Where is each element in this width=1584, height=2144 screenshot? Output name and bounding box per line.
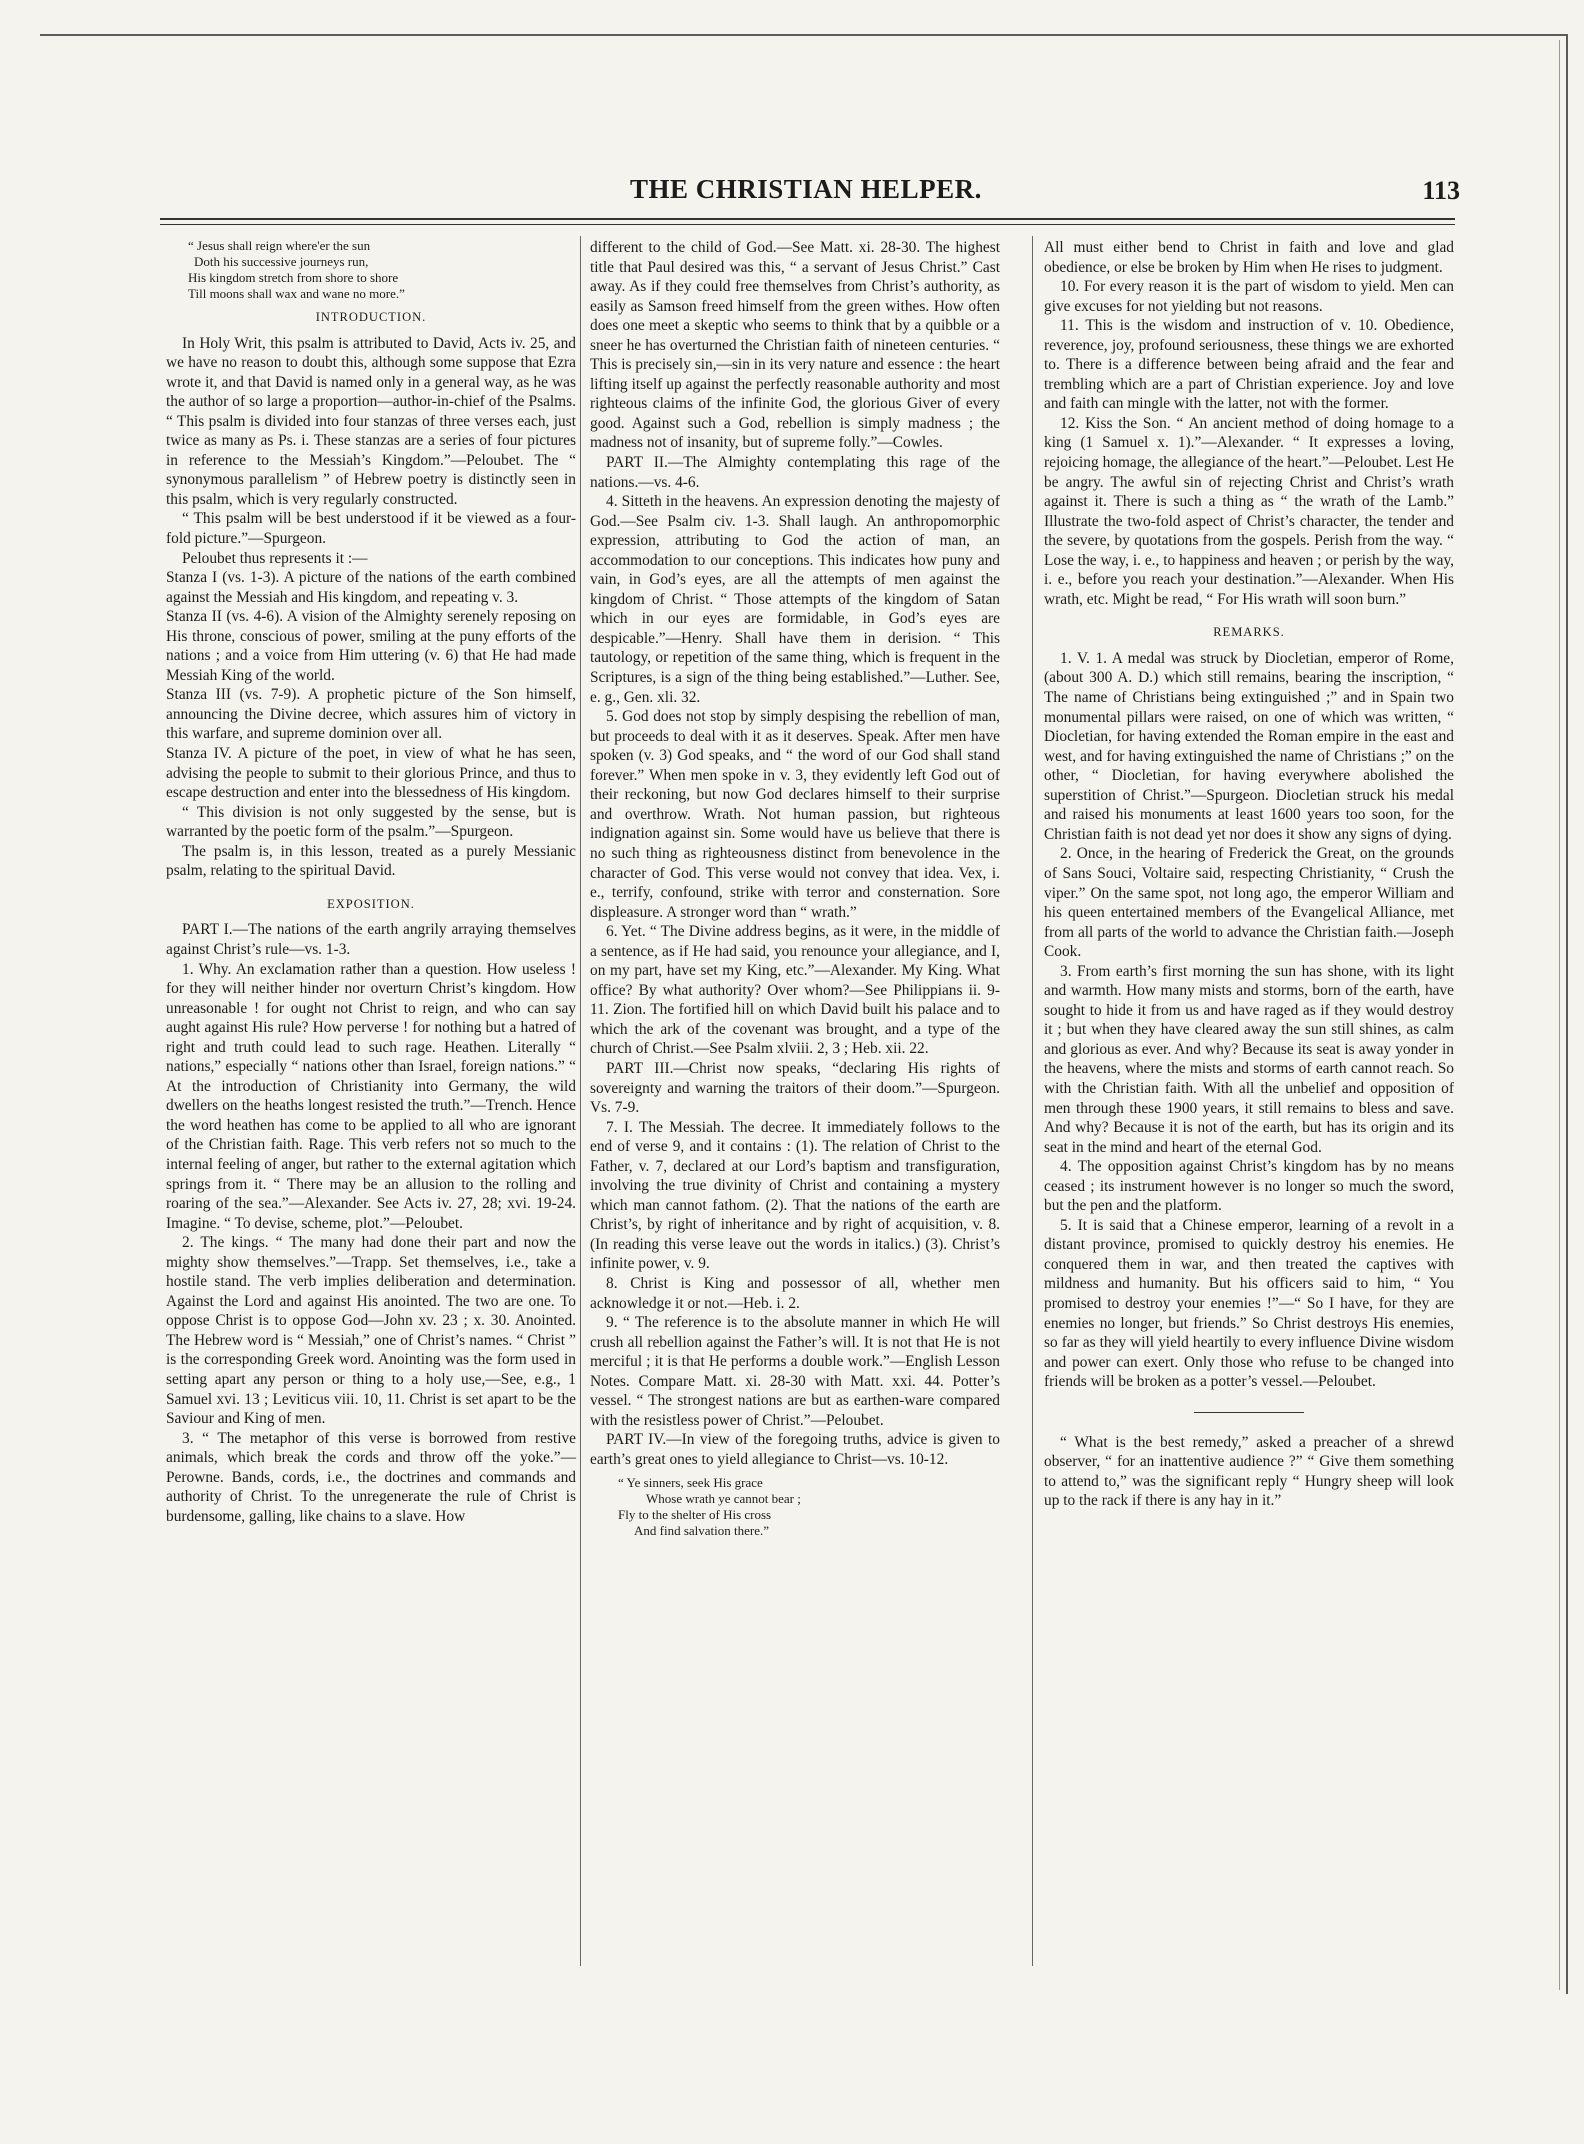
column-divider (1032, 236, 1033, 1966)
header-rule-thin (160, 224, 1455, 225)
paragraph: In Holy Writ, this psalm is attributed to David, Acts iv. 25, and we have no reason to doubt this, although some suppose that Ezra wrote it, and that David is named only in a general way, as he was the author of so large a proportion—author-in-chief of the Psalms. “ This psalm is divided into four stanzas of three verses each, just twice as many as Ps. i. These stanzas are a series of four pictures in reference to the Messiah’s Kingdom.”—Peloubet. The “ synonymous parallelism ” of Hebrew poetry is distinctly seen in this psalm, which is very regularly constructed. (166, 334, 576, 508)
paragraph: Stanza II (vs. 4-6). A vision of the Almighty serenely reposing on His throne, conscious of power, smiling at the puny efforts of the nations ; and a voice from Him uttering (v. 6) that He had made Messiah King of the world. (166, 608, 576, 684)
verse-line: And find salvation there.” (634, 1523, 770, 1539)
paragraph: “ What is the best remedy,” asked a preacher of a shrewd observer, “ for an inattentive audience ?” “ Give them something to attend to,” was the significant reply “ Hungry sheep will look up to the rack if there is any hay in it.” (1044, 1433, 1454, 1510)
paragraph: different to the child of God.—See Matt. xi. 28-30. The highest title that Paul desired was this, “ a servant of Jesus Christ.” Cast away. As if they could free themselves from Christ’s authority, as easily as Samson freed himself from the green withes. How often does one meet a skeptic who seems to think that by a quibble or a sneer he has overturned the Christian faith of nineteen centuries. “ This is precisely sin,—sin in its very nature and essence : the heart lifting itself up against the perfectly reasonable authority and most righteous claims of the infinite God, the glorious Giver of every good. Against such a God, rebellion is simply madness ; the madness not of insanity, but of supreme folly.”—Cowles. (590, 239, 1000, 452)
paragraph: PART III.—Christ now speaks, “declaring His rights of sovereignty and warning the traitors of their doom.”—Spurgeon. Vs. 7-9. (590, 1059, 1000, 1117)
verse-line: Fly to the shelter of His cross (618, 1507, 772, 1523)
paragraph: 5. It is said that a Chinese emperor, learning of a revolt in a distant province, promised to quickly destroy his enemies. He conquered them in war, and then treated the captives with mildness and humanity. But his officers said to him, “ You promised to destroy your enemies !”—“ So I have, for they are enemies no longer, but friends.” So Christ destroys His enemies, so far as they will yield heartily to every influence Divine wisdom and power can exert. Only those who refuse to be changed into friends will be broken as a potter’s vessel.—Peloubet. (1044, 1216, 1454, 1391)
verse-line: Till moons shall wax and wane no more.” (188, 286, 405, 301)
paragraph: 8. Christ is King and possessor of all, whether men acknowledge it or not.—Heb. i. 2. (590, 1274, 1000, 1312)
paragraph: Stanza III (vs. 7-9). A prophetic picture of the Son himself, announcing the Divine decree, which assures him of victory in this warfare, and supreme dominion over all. (166, 686, 576, 743)
paragraph: All must either bend to Christ in faith and love and glad obedience, or else be broken by Him when He rises to judgment. (1044, 239, 1454, 276)
paragraph: 10. For every reason it is the part of wisdom to yield. Men can give excuses for not yielding but not reasons. (1044, 278, 1454, 315)
paragraph: 2. Once, in the hearing of Frederick the Great, on the grounds of Sans Souci, Voltaire said, respecting Christianity, “ Crush the viper.” On the same spot, not long ago, the emperor William and his queen entertained members of the Evangelical Alliance, met from all parts of the world to advance the Christian faith.—Joseph Cook. (1044, 845, 1454, 961)
page-number: 113 (1422, 176, 1460, 205)
paragraph: 5. God does not stop by simply despising the rebellion of man, but proceeds to deal with it as it deserves. Speak. After men have spoken (v. 3) God speaks, and “ the word of our God shall stand forever.” When men spoke in v. 3, they evidently left God out of their reckoning, but now God declares himself to their surprise and overthrow. Wrath. Not human passion, but righteous indignation against sin. Some would have us believe that there is no such thing as righteousness distinct from benevolence in the character of God. This verse would not convey that idea. Vex, i. e., terrify, confound, strike with terror and consternation. Sore displeasure. A stronger word than “ wrath.” (590, 708, 1000, 921)
column-left (166, 238, 576, 1526)
paragraph: 7. I. The Messiah. The decree. It immediately follows to the end of verse 9, and it contains : (1). The relation of Christ to the Father, v. 7, declared at our Lord’s baptism and transfiguration, involving the true divinity of Christ and containing a mystery which man cannot fathom. (2). That the nations of the earth are Christ’s, by right of inheritance and by right of acquisition, v. 8. (In reading this verse leave out the words in italics.) (3). Christ’s infinite power, v. 9. (590, 1118, 1000, 1273)
verse-line: Whose wrath ye cannot bear ; (646, 1491, 801, 1507)
paragraph: PART IV.—In view of the foregoing truths, advice is given to earth’s great ones to yield allegiance to Christ—vs. 10-12. (590, 1431, 1000, 1468)
verse-line: “ Ye sinners, seek His grace (618, 1475, 763, 1491)
verse-line: Doth his successive journeys run, (194, 254, 369, 269)
paragraph: Stanza I (vs. 1-3). A picture of the nations of the earth combined against the Messiah and His kingdom, and repeating v. 3. (166, 569, 576, 606)
journal-title: THE CHRISTIAN HELPER. (630, 174, 982, 204)
paragraph: 4. The opposition against Christ’s kingdom has by no means ceased ; its instrument however is no longer so much the sword, but the pen and the platform. (1044, 1158, 1454, 1215)
verse-line: “ Jesus shall reign where'er the sun (188, 238, 371, 253)
frame-right-inner-line (1559, 40, 1560, 1990)
paragraph: 6. Yet. “ The Divine address begins, as it were, in the middle of a sentence, as if He had said, you renounce your allegiance, and I, on my part, have set my King, etc.”—Alexander. My King. What office? By what authority? Over whom?—See Philippians ii. 9-11. Zion. The fortified hill on which David built his palace and to which the ark of the covenant was brought, and a type of the church of Christ.—See Psalm xlviii. 2, 3 ; Heb. xii. 22. (590, 923, 1000, 1058)
paragraph: 3. From earth’s first morning the sun has shone, with its light and warmth. How many mists and storms, born of the earth, have sought to hide it from us and have raged as if they would destroy it ; but when they have cleared away the sun still shines, as calm and glorious as ever. And why? Because its seat is away yonder in the heavens, where the mists and storms of earth cannot reach. So with the Christian faith. With all the unbelief and opposition of men through these 1900 years, it still remains to bless and save. And why? Because it is not of the earth, but has its origin and its seat in the mind and heart of the eternal God. (1044, 962, 1454, 1156)
section-heading: REMARKS. (1213, 625, 1285, 640)
hymn-verse (166, 238, 576, 302)
verse-line: His kingdom stretch from shore to shore (188, 270, 399, 285)
paragraph: “ This psalm will be best understood if it be viewed as a four-fold picture.”—Spurgeon. (166, 510, 576, 548)
paragraph: 3. “ The metaphor of this verse is borrowed from restive animals, which break the cords and throw off the yoke.”—Perowne. Bands, cords, i.e., the doctrines and commands and authority of Christ. To the unregenerate the rule of Christ is burdensome, galling, like chains to a slave. How (166, 1429, 576, 1525)
paragraph: 4. Sitteth in the heavens. An expression denoting the majesty of God.—See Psalm civ. 1-3. Shall laugh. An anthropomorphic expression, attributing to God the action of man, an accommodation to our conceptions. This indicates how puny and vain, in God’s eyes, are all the attempts of men against the kingdom of Christ. “ Those attempts of the kingdom of Satan which in our eyes are formidable, in God’s eyes are despicable.”—Henry. Shall have them in derision. “ This tautology, or repetition of the same thing, which is frequent in the Scriptures, is a sign of the thing being established.”—Luther. See, e. g., Gen. xli. 32. (590, 493, 1000, 706)
paragraph: 12. Kiss the Son. “ An ancient method of doing homage to a king (1 Samuel x. 1).”—Alexander. “ It expresses a loving, rejoicing homage, the allegiance of the heart.”—Peloubet. Lest He be angry. The awful sin of rejecting Christ and Christ’s wrath against it. There is such a thing as “ the wrath of the Lamb.” Illustrate the two-fold aspect of Christ’s character, the tender and the severe, by quotations from the gospels. Perish from the way. “ Lose the way, i. e., to happiness and heaven ; or perish by the way, i. e., before you reach your destination.”—Alexander. When His wrath, etc. Might be read, “ For His wrath will soon burn.” (1044, 414, 1454, 608)
paragraph: “ This division is not only suggested by the sense, but is warranted by the poetic form of the psalm.”—Spurgeon. (166, 803, 576, 841)
section-heading: EXPOSITION. (327, 896, 415, 911)
column-divider (580, 236, 581, 1966)
header-rule (160, 218, 1455, 220)
paragraph: 11. This is the wisdom and instruction of v. 10. Obedience, reverence, joy, profound seriousness, these things we are exhorted to. There is a difference between being afraid and the fear and trembling which are a part of Christian experience. Joy and love and faith can mingle with the latter, not with the former. (1044, 317, 1454, 413)
column-right (1044, 238, 1454, 1511)
hymn-verse (590, 1475, 1000, 1539)
section-separator (1194, 1412, 1304, 1413)
section-heading: INTRODUCTION. (315, 310, 427, 324)
paragraph: 1. V. 1. A medal was struck by Diocletian, emperor of Rome, (about 300 A. D.) which still remains, bearing the inscription, “ The name of Christians being extinguished ;” and in Spain two monumental pillars were raised, on one of which was written, “ Diocletian, for having extended the Roman empire in the east and west, and for having extinguished the name of Christians ;” on the other, “ Diocletian, for having everywhere abolished the superstition of Christ.”—Spurgeon. Diocletian struck his medal and raised his monuments at least 1600 years too soon, for the Christian faith is not dead yet nor does it show any signs of dying. (1044, 649, 1454, 843)
paragraph: PART I.—The nations of the earth angrily arraying themselves against Christ’s rule—vs. 1-3. (166, 921, 576, 958)
paragraph: PART II.—The Almighty contemplating this rage of the nations.—vs. 4-6. (590, 454, 1000, 491)
paragraph: 9. “ The reference is to the absolute manner in which He will crush all rebellion against the Father’s will. It is not that He is not merciful ; it is that He performs a double work.”—English Lesson Notes. Compare Matt. xi. 28-30 with Matt. xxi. 44. Potter’s vessel. “ The strongest nations are but as earthen-ware compared with the resistless power of Christ.”—Peloubet. (590, 1314, 1000, 1429)
paragraph: The psalm is, in this lesson, treated as a purely Messianic psalm, relating to the spiritual David. (166, 842, 576, 880)
column-middle (590, 238, 1000, 1545)
paragraph: 2. The kings. “ The many had done their part and now the mighty show themselves.”—Trapp. Set themselves, i.e., take a hostile stand. The verb implies deliberation and determination. Against the Lord and against His anointed. The two are one. To oppose Christ is to oppose God—John xv. 23 ; x. 30. Anointed. The Hebrew word is “ Messiah,” one of Christ’s names. “ Christ ” is the corresponding Greek word. Anointing was the form used in setting apart any person or thing to a holy use,—See, e.g., 1 Samuel xvi. 13 ; Leviticus viii. 10, 11. Christ is set apart to be the Saviour and King of men. (166, 1234, 576, 1428)
paragraph: Peloubet thus represents it :— (182, 549, 368, 567)
frame-top-line (40, 34, 1568, 36)
paragraph: 1. Why. An exclamation rather than a question. How useless ! for they will neither hinder nor overturn Christ’s kingdom. How unreasonable ! for ought not Christ to reign, and who can say aught against His rule? How perverse ! for nothing but a hatred of right and truth could lead to such rage. Heathen. Literally “ nations,” especially “ nations other than Israel, foreign nations.” “ At the introduction of Christianity into Germany, the wild dwellers on the heaths longest resisted the truth.”—Trench. Hence the word heathen has come to be applied to all who are ignorant of the Christian faith. Rage. This verb refers not so much to the internal feeling of anger, but rather to the external agitation which springs from it. “ There may be an allusion to the rolling and roaring of the sea.”—Alexander. See Acts iv. 27, 28; xvi. 19-24. Imagine. “ To devise, scheme, plot.”—Peloubet. (166, 960, 576, 1232)
frame-right-line (1566, 34, 1568, 1994)
paragraph: Stanza IV. A picture of the poet, in view of what he has seen, advising the people to submit to their glorious Prince, and thus to escape destruction and enter into the blessedness of His kingdom. (166, 745, 576, 802)
running-header (160, 170, 1460, 210)
